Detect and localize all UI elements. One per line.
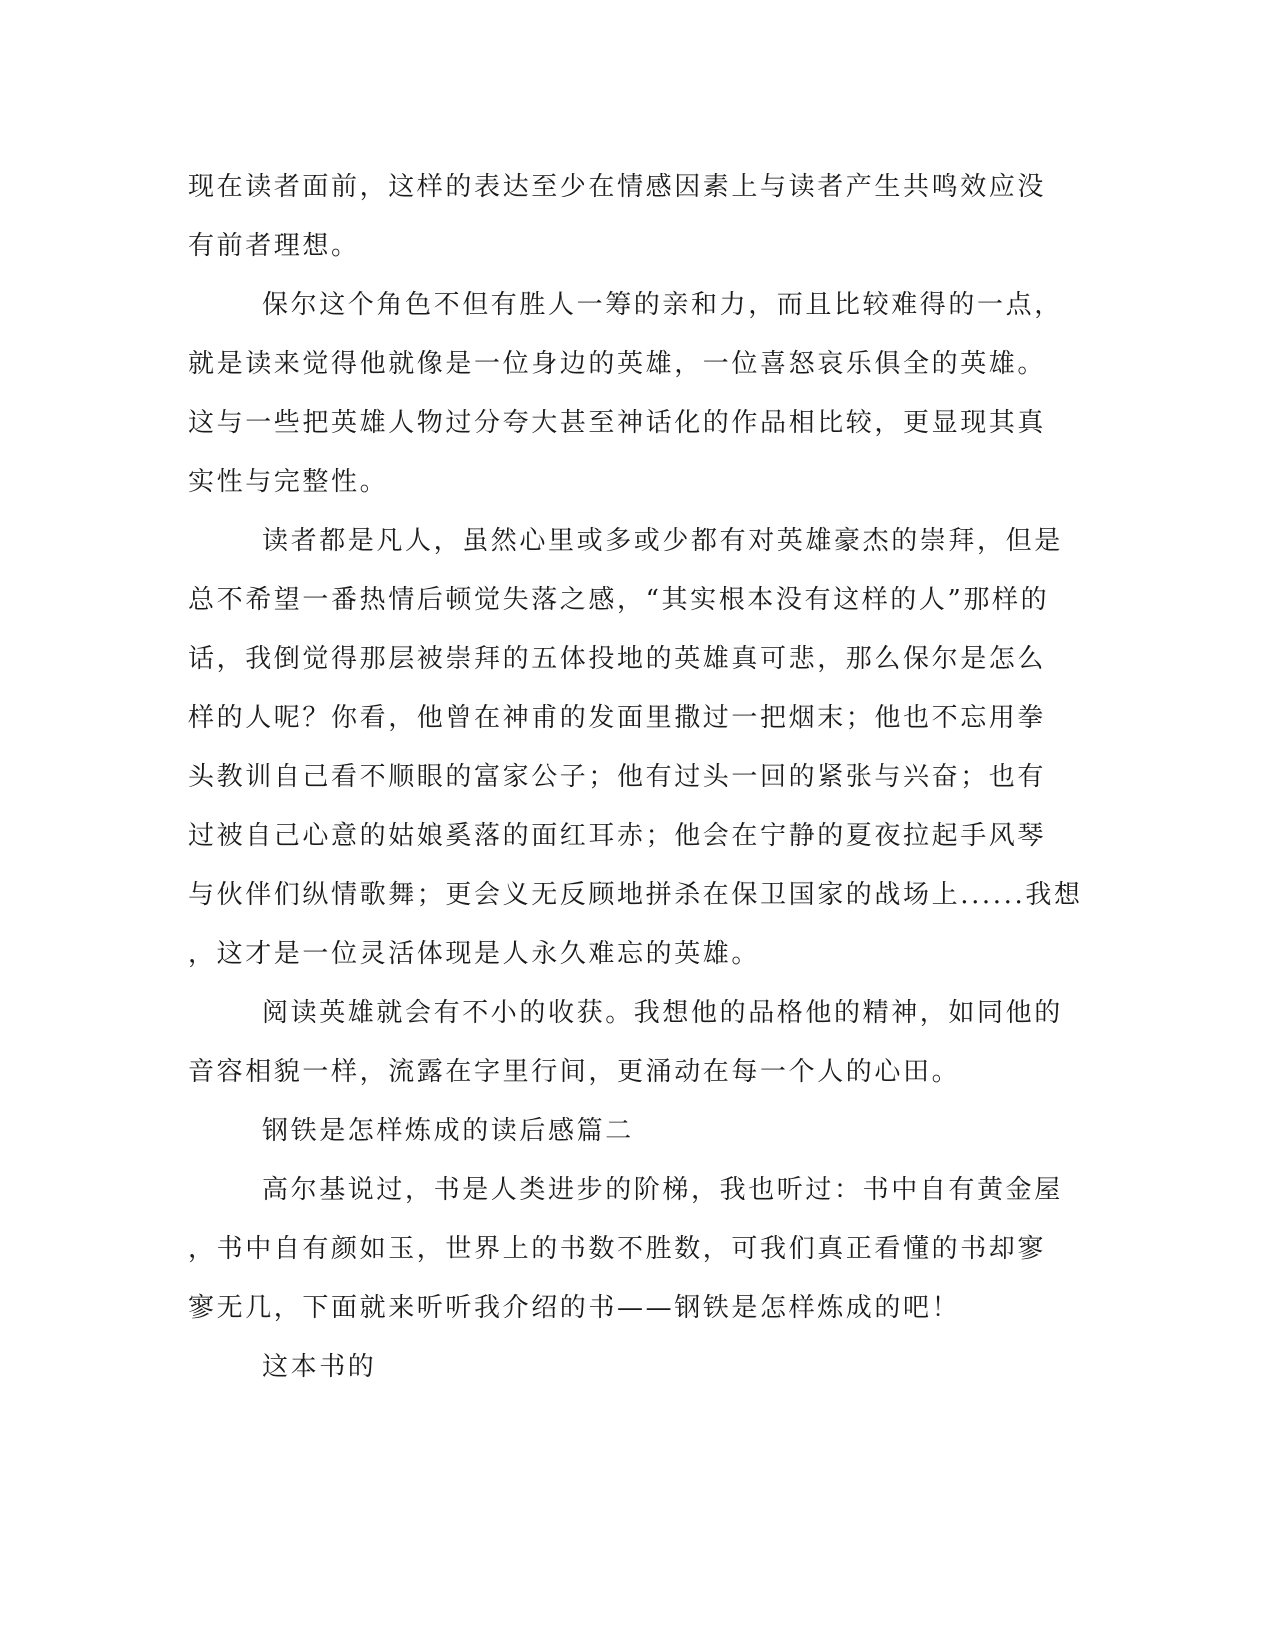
paragraph-line: 高尔基说过，书是人类进步的阶梯，我也听过：书中自有黄金屋	[262, 1175, 1063, 1205]
paragraph-line: 实性与完整性。	[188, 467, 389, 497]
paragraph-line: 头教训自己看不顺眼的富家公子；他有过头一回的紧张与兴奋；也有	[188, 762, 1047, 792]
paragraph-line: 读者都是凡人，虽然心里或多或少都有对英雄豪杰的崇拜，但是	[262, 526, 1063, 556]
paragraph-line: 有前者理想。	[188, 231, 360, 261]
paragraph-line: 这本书的	[262, 1352, 377, 1382]
section-heading: 钢铁是怎样炼成的读后感篇二	[262, 1116, 634, 1146]
paragraph-line: 与伙伴们纵情歌舞；更会义无反顾地拼杀在保卫国家的战场上......我想	[188, 880, 1083, 910]
paragraph-line: 这与一些把英雄人物过分夸大甚至神话化的作品相比较，更显现其真	[188, 408, 1047, 438]
paragraph-line: ，这才是一位灵活体现是人永久难忘的英雄。	[188, 939, 761, 969]
paragraph-line: 寥无几，下面就来听听我介绍的书——钢铁是怎样炼成的吧！	[188, 1293, 961, 1323]
paragraph-line: 现在读者面前，这样的表达至少在情感因素上与读者产生共鸣效应没	[188, 172, 1047, 202]
document-body	[188, 158, 1088, 1397]
paragraph-line: 过被自己心意的姑娘奚落的面红耳赤；他会在宁静的夏夜拉起手风琴	[188, 821, 1047, 851]
paragraph-line: 阅读英雄就会有不小的收获。我想他的品格他的精神，如同他的	[262, 998, 1063, 1028]
paragraph-line: ，书中自有颜如玉，世界上的书数不胜数，可我们真正看懂的书却寥	[188, 1234, 1047, 1264]
paragraph-line: 总不希望一番热情后顿觉失落之感，“其实根本没有这样的人”那样的	[188, 585, 1050, 615]
paragraph-line: 音容相貌一样，流露在字里行间，更涌动在每一个人的心田。	[188, 1057, 961, 1087]
paragraph-line: 保尔这个角色不但有胜人一筹的亲和力，而且比较难得的一点，	[262, 290, 1063, 320]
paragraph-line: 话，我倒觉得那层被崇拜的五体投地的英雄真可悲，那么保尔是怎么	[188, 644, 1047, 674]
paragraph-line: 就是读来觉得他就像是一位身边的英雄，一位喜怒哀乐俱全的英雄。	[188, 349, 1047, 379]
paragraph-line: 样的人呢？你看，他曾在神甫的发面里撒过一把烟末；他也不忘用拳	[188, 703, 1047, 733]
